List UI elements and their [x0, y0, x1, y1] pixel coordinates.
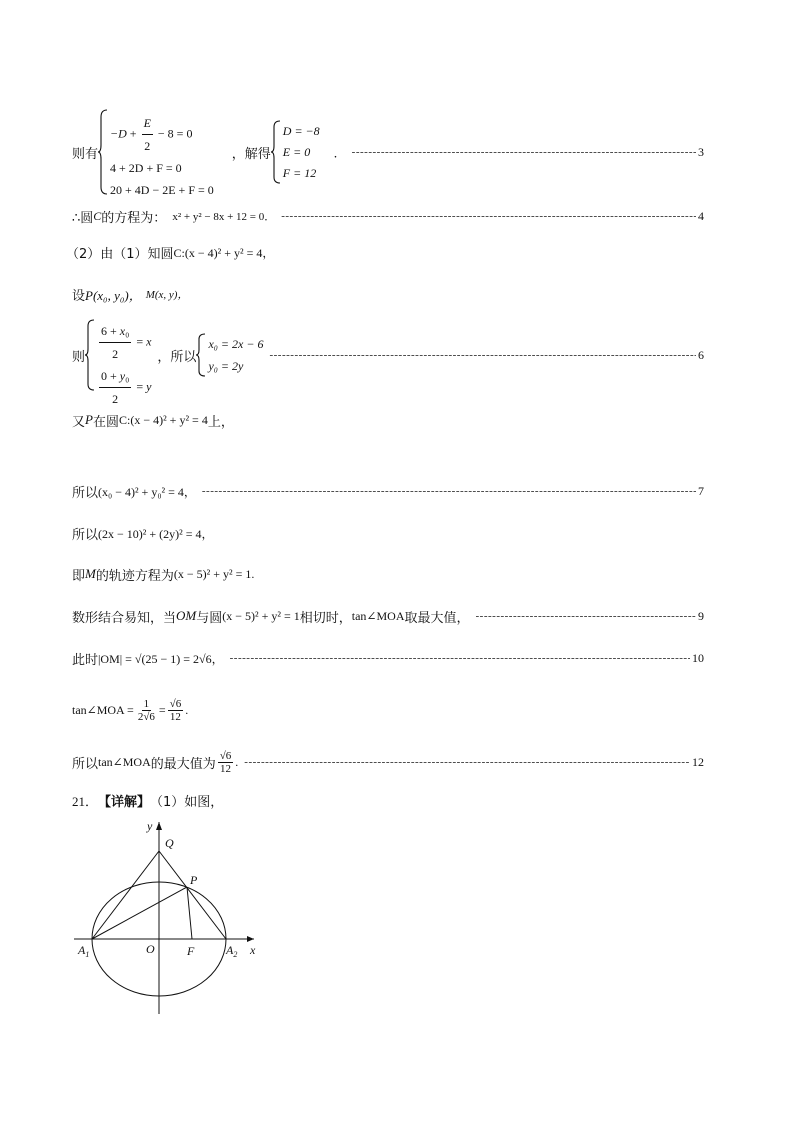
text: 即	[72, 568, 86, 584]
equation-system-right	[196, 333, 263, 377]
equation-row: −D + $\frac{E}{2}$ − 8 = 0	[110, 112, 214, 157]
period: ．	[333, 145, 346, 160]
point-p: P(x₀, y₀)，	[85, 287, 142, 303]
line-a1-q	[92, 851, 159, 939]
text: 在圆	[92, 414, 119, 430]
equation-row: 4 + 2D + F = 0	[110, 161, 182, 175]
ellipse-figure	[74, 814, 264, 1019]
score-mark: 4	[698, 208, 704, 223]
equation-row: $\frac{\text{0 + y₀}}{2}$ = y	[97, 365, 151, 410]
dashed-leader	[476, 610, 697, 622]
equation-system-right	[271, 120, 320, 184]
text: 的最大值为	[150, 756, 216, 772]
text: 所以	[72, 527, 99, 543]
segment-om: OM	[176, 608, 197, 623]
text: 数形结合易知，当	[72, 610, 177, 626]
equation-row: E = 0	[282, 145, 311, 159]
text: 此时	[72, 652, 99, 668]
symbol-m: M	[85, 566, 96, 581]
text: 的轨迹方程为	[95, 568, 174, 584]
text: （2）由（1）知圆	[66, 246, 174, 262]
numerator: √6	[219, 749, 232, 762]
expanded-line	[72, 523, 704, 543]
y-axis-arrow-icon	[156, 822, 162, 830]
substitution-line	[72, 481, 704, 501]
numerator: 1	[143, 697, 150, 710]
line-q-a2	[159, 851, 226, 939]
text: （1）如图，	[150, 794, 224, 810]
equation: (x₀ − 4)² + y₀² = 4，	[98, 484, 196, 499]
dashed-leader	[244, 756, 690, 768]
part2-line	[66, 242, 704, 262]
tan-expression: tan∠MOA	[98, 754, 151, 769]
label-a1-subscript: 1	[85, 950, 90, 959]
label-x: x	[250, 943, 256, 957]
denominator: 12	[169, 710, 181, 723]
dashed-leader	[202, 485, 696, 497]
tan-expression: tan∠MOA	[351, 608, 405, 623]
score-mark: 10	[692, 650, 704, 665]
equation-row: F = 12	[282, 166, 317, 180]
label-a1-letter: A	[78, 943, 86, 957]
tan-value-line	[72, 692, 704, 728]
left-brace-icon	[98, 109, 108, 195]
detail-tag: 【详解】	[98, 794, 151, 810]
label-o: O	[146, 942, 155, 956]
circle-equation-line	[72, 206, 704, 226]
dashed-leader	[281, 210, 696, 222]
period: .	[185, 702, 189, 717]
point-m: M(x, y)，	[145, 289, 189, 301]
line-p-f	[187, 887, 192, 939]
length-line	[72, 648, 704, 668]
midpoint-line	[72, 318, 704, 406]
text: 设	[72, 288, 86, 304]
equation-row: $\frac{\text{6 + x₀}}{2}$ = x	[97, 320, 151, 365]
tan-expression: tan∠MOA =	[72, 702, 134, 717]
dashed-leader	[352, 146, 696, 158]
text: 取最大值，	[404, 610, 470, 626]
text: 又	[72, 414, 86, 430]
therefore-text: ∴圆	[72, 210, 94, 226]
text: 所以	[72, 485, 99, 501]
label-q: Q	[165, 836, 174, 850]
equation: (x − 5)² + y² = 1	[222, 608, 300, 623]
fraction	[136, 698, 157, 723]
equation-system-left	[85, 319, 152, 406]
text: 上，	[207, 414, 234, 430]
equation-row: y₀ = 2y	[208, 359, 244, 373]
system-step-line	[72, 108, 704, 196]
question-21-heading	[72, 790, 704, 810]
equation: C:(x − 4)² + y² = 4	[118, 412, 208, 427]
text: ，所以	[157, 349, 197, 365]
equation: x² + y² − 8x + 12 = 0．	[172, 211, 276, 223]
score-mark: 12	[692, 754, 704, 769]
lead-text: 则有	[72, 146, 99, 162]
fraction	[168, 698, 184, 723]
line-a1-p	[92, 887, 187, 939]
label-a2	[225, 943, 237, 959]
locus-line	[72, 564, 704, 584]
denominator: 12	[220, 762, 232, 775]
fraction	[218, 750, 234, 775]
dashed-leader	[269, 349, 696, 361]
left-brace-icon	[85, 319, 95, 391]
text: 与圆	[196, 610, 223, 626]
score-mark: 3	[698, 144, 704, 159]
left-brace-icon	[271, 120, 281, 184]
equation: (x − 5)² + y² = 1.	[173, 566, 255, 581]
x-axis-arrow-icon	[247, 936, 254, 942]
denominator: 2√6	[137, 710, 155, 723]
solve-text: ，解得	[231, 146, 271, 162]
text: 相切时，	[299, 610, 352, 626]
equation-row: D = −8	[282, 124, 320, 138]
numerator: √6	[169, 697, 182, 710]
tangent-line	[72, 606, 704, 626]
label-f: F	[187, 944, 195, 958]
text: 的方程为：	[101, 210, 167, 226]
text: 则	[72, 349, 86, 365]
question-number: 21．	[72, 793, 99, 809]
left-brace-icon	[196, 333, 206, 377]
label-p: P	[190, 873, 198, 887]
equation: C:(x − 4)² + y² = 4，	[173, 245, 275, 260]
score-mark: 7	[698, 483, 704, 498]
max-value-line	[72, 744, 704, 780]
equation-system-left	[98, 109, 214, 195]
equation: (2x − 10)² + (2y)² = 4，	[98, 526, 214, 541]
symbol-c: C	[93, 208, 102, 223]
label-a2-subscript: 2	[233, 950, 238, 959]
score-mark: 6	[698, 347, 704, 362]
label-a1	[77, 943, 89, 959]
period: .	[235, 754, 239, 769]
label-y: y	[147, 819, 153, 833]
text: 所以	[72, 756, 99, 772]
equation: |OM| = √(25 − 1) = 2√6，	[98, 651, 224, 666]
symbol-p: P	[85, 412, 93, 427]
point-on-circle-line	[72, 410, 704, 430]
assume-line	[72, 284, 704, 304]
label-a2-letter: A	[226, 943, 234, 957]
equation-row: x₀ = 2x − 6	[208, 337, 264, 351]
score-mark: 9	[698, 608, 704, 623]
dashed-leader	[230, 652, 690, 664]
equals-sign: =	[158, 702, 166, 717]
equation-row: 20 + 4D − 2E + F = 0	[110, 183, 214, 197]
